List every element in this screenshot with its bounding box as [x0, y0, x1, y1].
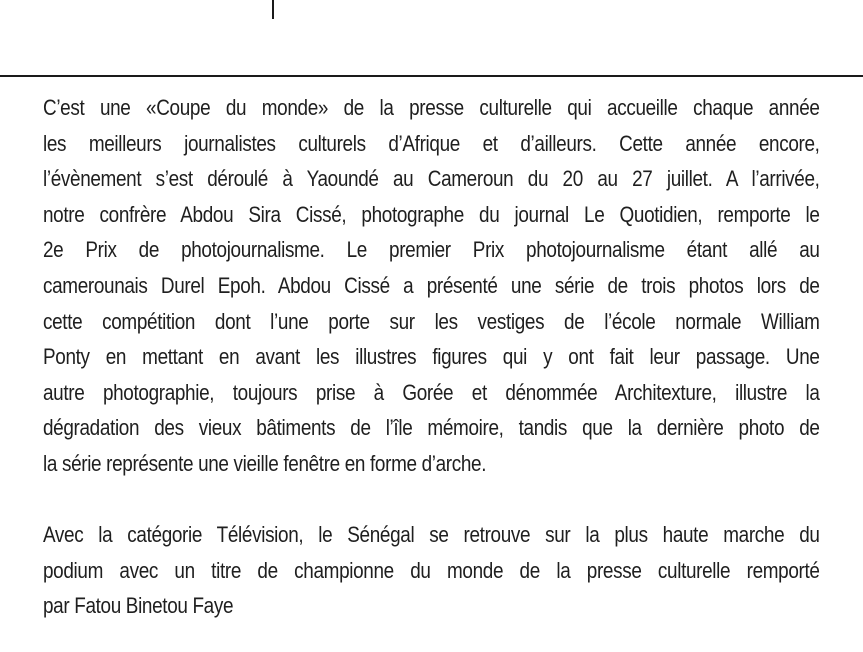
text-line: Ponty en mettant en avant les illustres figures qui y ont fait leur passage. Une: [43, 344, 820, 370]
text-line: 2e Prix de photojournalisme. Le premier Prix photojournalisme étant allé au: [43, 237, 820, 263]
text-line: cette compétition dont l’une porte sur les vestiges de l’école normale William: [43, 308, 820, 334]
article-body: [43, 90, 820, 652]
article-paragraph-2: [43, 517, 820, 624]
column-divider-tick: [272, 0, 274, 19]
text-line: podium avec un titre de championne du monde de la presse culturelle remporté: [43, 557, 820, 583]
text-line: la série représente une vieille fenêtre en forme d’arche.: [43, 450, 487, 476]
text-line: notre confrère Abdou Sira Cissé, photographe du journal Le Quotidien, remporte le: [43, 201, 820, 227]
article-paragraph-1: [43, 90, 820, 482]
text-line: Avec la catégorie Télévision, le Sénégal se retrouve sur la plus haute marche du: [43, 522, 820, 548]
text-line: camerounais Durel Epoh. Abdou Cissé a présenté une série de trois photos lors de: [43, 272, 820, 298]
text-line: l’évènement s’est déroulé à Yaoundé au Cameroun du 20 au 27 juillet. A l’arrivée,: [43, 166, 820, 192]
text-line: autre photographie, toujours prise à Gorée et dénommée Architexture, illustre la: [43, 379, 820, 405]
text-line: dégradation des vieux bâtiments de l’île mémoire, tandis que la dernière photo de: [43, 415, 820, 441]
text-line: les meilleurs journalistes culturels d’Afrique et d’ailleurs. Cette année encore,: [43, 130, 820, 156]
horizontal-rule: [0, 75, 863, 77]
text-line: C’est une «Coupe du monde» de la presse culturelle qui accueille chaque année: [43, 95, 820, 120]
text-line: par Fatou Binetou Faye: [43, 593, 234, 619]
